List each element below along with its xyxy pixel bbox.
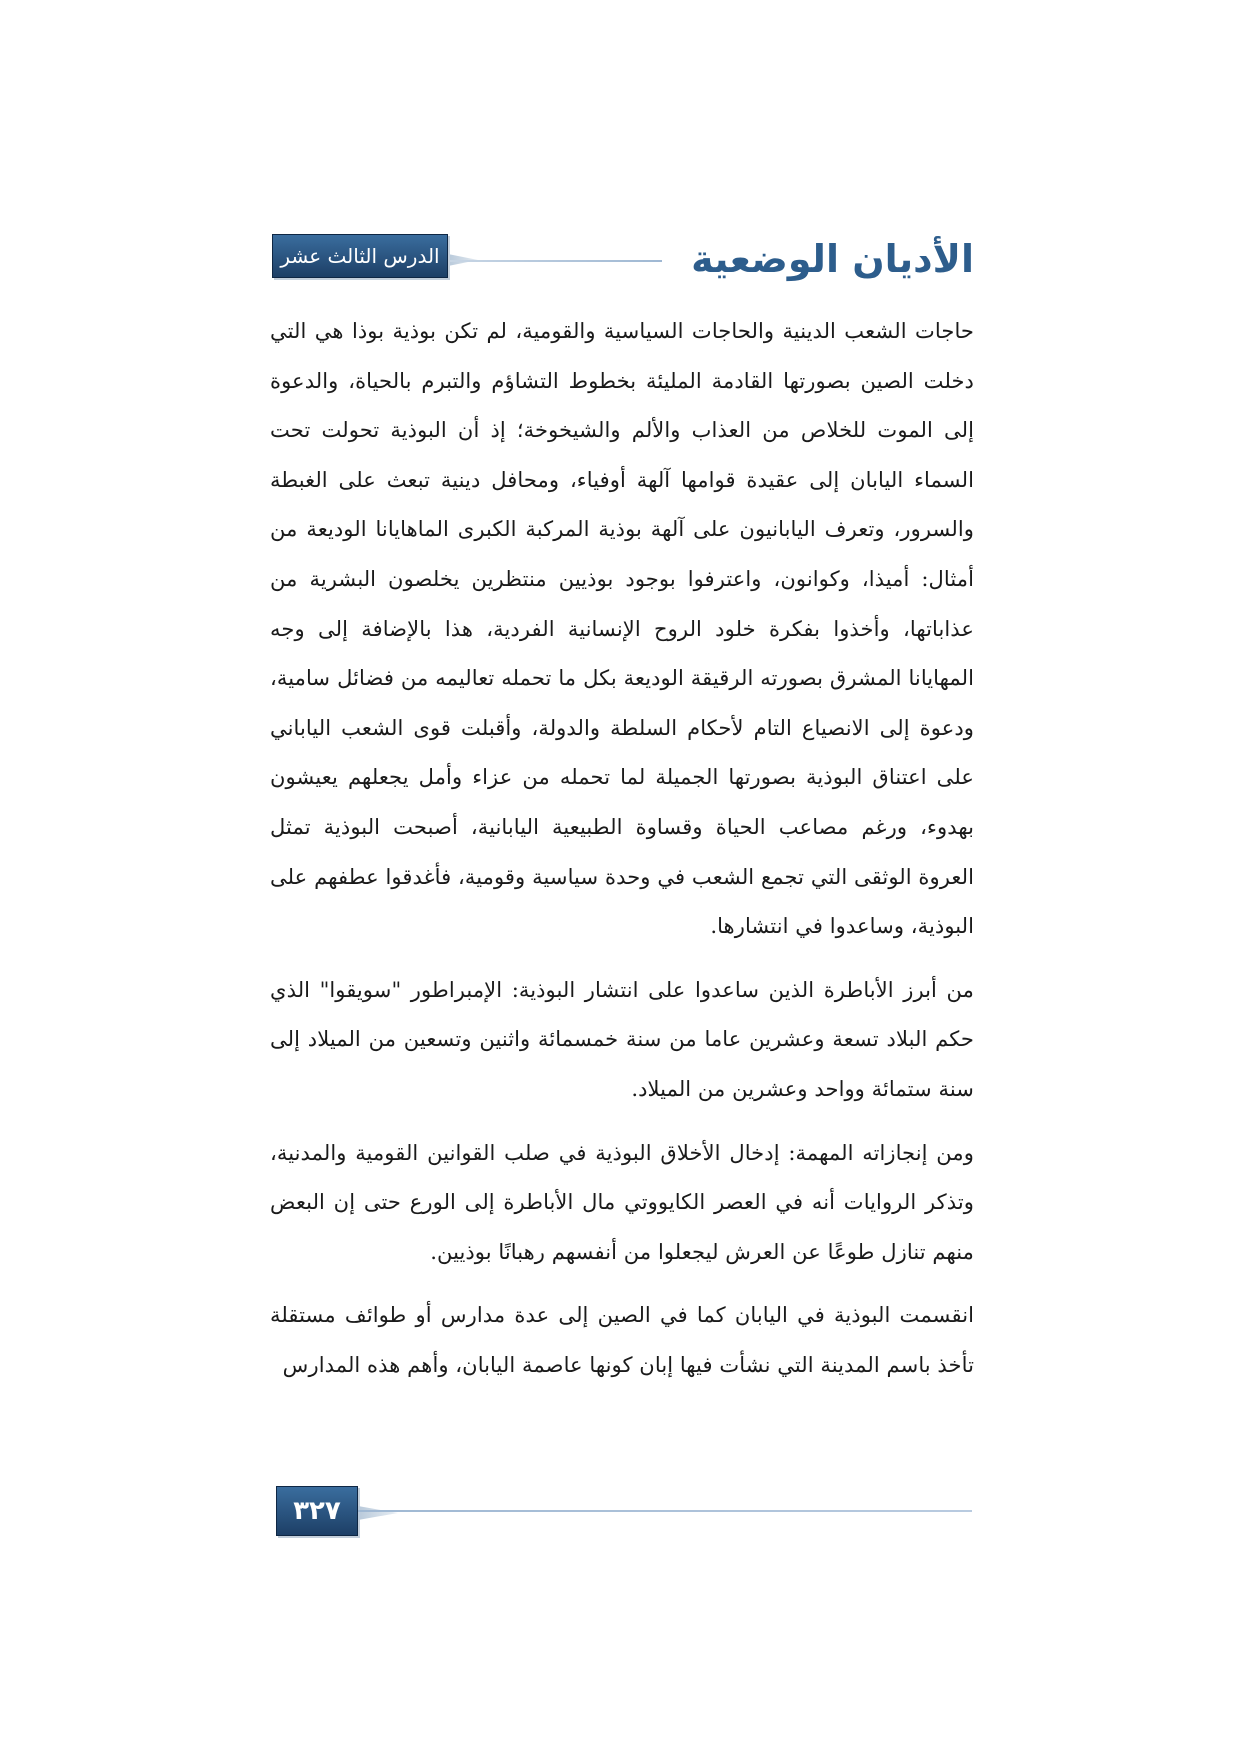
- page-header: [272, 228, 974, 290]
- book-title: الأديان الوضعية: [691, 237, 974, 281]
- footer-divider-line: [358, 1510, 972, 1512]
- footer-bevel: [358, 1506, 398, 1520]
- body-text: [270, 306, 974, 1403]
- paragraph-3: ومن إنجازاته المهمة: إدخال الأخلاق البوذية في صلب القوانين القومية والمدنية، وتذكر الروايات أنه في العصر الكايووتي مال الأباطرة إلى الورع حتى إن البعض منهم تنازل طوعًا عن العرش ليجعلوا من أنفسهم رهبانًا بوذيين.: [270, 1139, 974, 1264]
- paragraph-2: من أبرز الأباطرة الذين ساعدوا على انتشار البوذية: الإمبراطور "سويقوا" الذي حكم البلاد تسعة وعشرين عاما من سنة خمسمائة واثنين وتسعين من الميلاد إلى سنة ستمائة وواحد وعشرين من الميلاد.: [270, 976, 974, 1101]
- page-number-box: [276, 1486, 358, 1536]
- lesson-label-box: [272, 234, 448, 278]
- page-footer: [276, 1486, 972, 1538]
- lesson-label: الدرس الثالث عشر: [280, 244, 440, 268]
- header-divider-line: [448, 260, 662, 262]
- paragraph-1: حاجات الشعب الدينية والحاجات السياسية والقومية، لم تكن بوذية بوذا هي التي دخلت الصين بصورتها القادمة المليئة بخطوط التشاؤم والتبرم بالحياة، والدعوة إلى الموت للخلاص من العذاب والألم والشيخوخة؛ إذ أن البوذية تحولت تحت السماء اليابان إلى عقيدة قوامها آلهة أوفياء، ومحافل دينية تبعث على الغبطة والسرور، وتعرف اليابانيون على آلهة بوذية المركبة الكبرى الماهايانا الوديعة من أمثال: أميذا، وكوانون، واعترفوا بوجود بوذيين منتظرين يخلصون البشرية من عذاباتها، وأخذوا بفكرة خلود الروح الإنسانية الفردية، هذا بالإضافة إلى وجه المهايانا المشرق بصورته الرقيقة الوديعة بكل ما تحمله تعاليمه من فضائل سامية، ودعوة إلى الانصياع التام لأحكام السلطة والدولة، وأقبلت قوى الشعب الياباني على اعتناق البوذية بصورتها الجميلة لما تحمله من عزاء وأمل يجعلهم يعيشون بهدوء، ورغم مصاعب الحياة وقساوة الطبيعية اليابانية، أصبحت البوذية تمثل العروة الوثقى التي تجمع الشعب في وحدة سياسية وقومية، فأغدقوا عطفهم على البوذية، وساعدوا في انتشارها.: [270, 318, 974, 939]
- page-number: ٣٢٧: [293, 1496, 341, 1526]
- paragraph-4: انقسمت البوذية في اليابان كما في الصين إلى عدة مدارس أو طوائف مستقلة تأخذ باسم المدينة التي نشأت فيها إبان كونها عاصمة اليابان، وأهم هذه المدارس: [270, 1302, 974, 1377]
